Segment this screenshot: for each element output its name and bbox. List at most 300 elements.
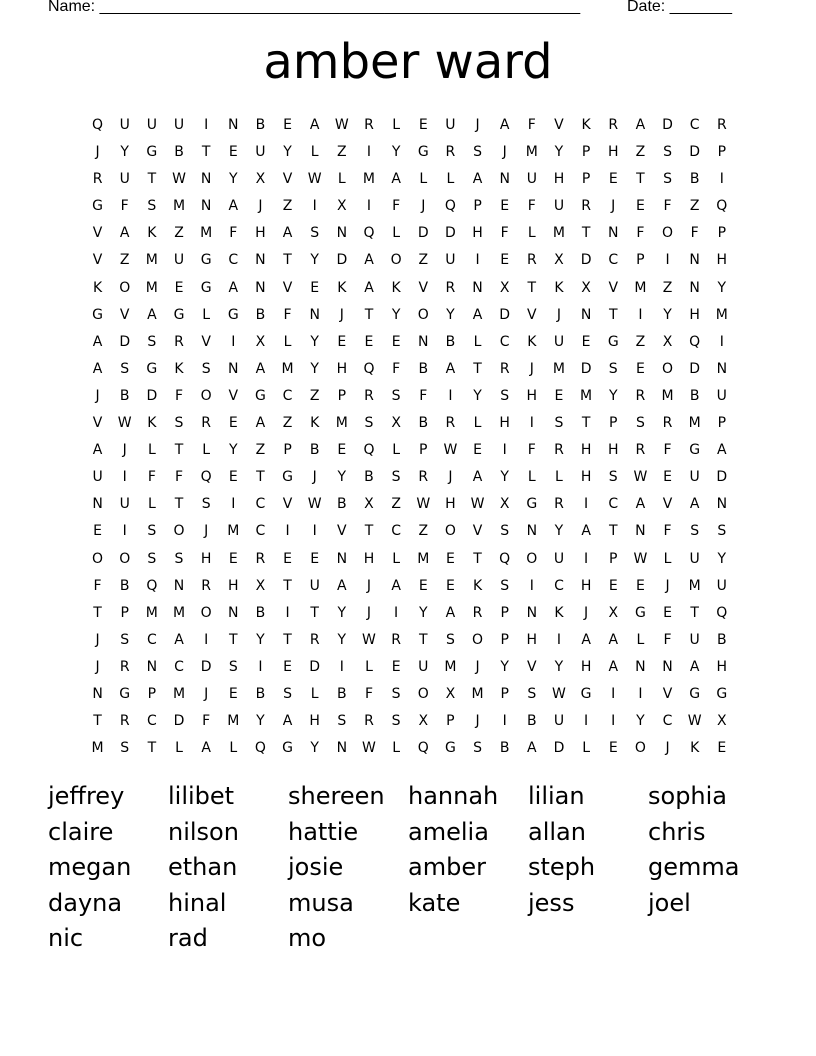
grid-row <box>84 383 736 410</box>
grid-letter: I <box>719 333 724 350</box>
grid-letter: Q <box>363 442 375 459</box>
grid-letter: P <box>500 685 509 702</box>
grid-letter: C <box>174 658 184 675</box>
grid-letter: Y <box>554 523 564 540</box>
grid-letter: M <box>552 225 565 242</box>
grid-letter: P <box>717 144 727 161</box>
grid-letter: E <box>445 550 455 567</box>
grid-letter: W <box>416 496 431 513</box>
grid-letter: P <box>283 442 292 459</box>
grid-letter: L <box>392 550 401 567</box>
grid-letter: Y <box>473 387 482 404</box>
grid-letter: I <box>448 387 453 404</box>
grid-letter: J <box>475 117 480 133</box>
grid-letter: Y <box>310 360 319 377</box>
grid-letter: N <box>336 225 348 242</box>
grid-letter: C <box>608 496 619 513</box>
grid-letter: M <box>145 279 158 296</box>
grid-letter: N <box>309 306 320 323</box>
grid-letter: I <box>122 469 127 486</box>
grid-letter: M <box>634 279 647 296</box>
word-list-item: jeffrey <box>48 782 125 810</box>
grid-letter: J <box>95 631 100 648</box>
grid-letter: O <box>119 550 131 567</box>
grid-letter: O <box>444 523 456 540</box>
grid-letter: R <box>635 442 646 459</box>
grid-letter: S <box>147 523 157 540</box>
grid-letter: Q <box>689 333 701 350</box>
grid-letter: F <box>174 387 184 404</box>
grid-letter: A <box>174 631 184 648</box>
grid-letter: N <box>146 658 158 675</box>
grid-letter: A <box>472 171 483 188</box>
grid-letter: Q <box>716 198 728 215</box>
grid-letter: T <box>581 225 591 242</box>
word-list-item: josie <box>288 853 344 881</box>
grid-letter: P <box>337 387 347 404</box>
grid-letter: R <box>201 415 211 432</box>
grid-letter: J <box>95 144 100 161</box>
grid-letter: E <box>635 577 645 594</box>
grid-letter: T <box>690 604 699 621</box>
grid-letter: I <box>584 496 589 513</box>
grid-letter: I <box>638 685 643 702</box>
grid-letter: S <box>120 740 130 757</box>
grid-letter: H <box>499 415 510 432</box>
grid-letter: E <box>608 577 618 594</box>
grid-letter: B <box>689 387 700 404</box>
grid-letter: G <box>716 685 728 702</box>
grid-letter: U <box>418 658 429 675</box>
grid-letter: A <box>472 469 483 486</box>
grid-letter: R <box>364 387 374 404</box>
grid-letter: A <box>608 658 619 675</box>
grid-letter: M <box>525 144 538 161</box>
grid-letter: M <box>281 360 294 377</box>
grid-letter: N <box>228 117 239 133</box>
grid-letter: J <box>584 604 589 621</box>
grid-letter: S <box>310 225 320 242</box>
grid-letter: R <box>472 604 483 621</box>
grid-letter: F <box>636 225 645 242</box>
grid-row <box>84 546 736 573</box>
grid-letter: V <box>228 387 239 404</box>
grid-letter: P <box>636 252 645 269</box>
grid-letter: E <box>473 442 482 459</box>
grid-letter: Q <box>200 469 212 486</box>
grid-letter: B <box>527 713 537 730</box>
grid-letter: S <box>337 713 347 730</box>
grid-letter: A <box>581 523 591 540</box>
grid-letter: A <box>391 577 401 594</box>
grid-letter: H <box>255 225 266 242</box>
grid-letter: U <box>553 713 565 730</box>
grid-letter: J <box>475 658 480 675</box>
grid-letter: A <box>635 496 646 513</box>
grid-letter: B <box>418 415 429 432</box>
word-list-item: ethan <box>168 853 238 881</box>
grid-letter: B <box>119 577 130 594</box>
word-list-item: nilson <box>168 817 239 846</box>
word-search-grid <box>84 112 736 762</box>
grid-letter: E <box>663 604 672 621</box>
grid-letter: I <box>665 252 670 269</box>
grid-letter: V <box>92 415 103 432</box>
grid-letter: P <box>147 685 157 702</box>
grid-letter: Y <box>337 604 347 621</box>
grid-letter: P <box>581 144 591 161</box>
grid-letter: R <box>309 631 320 648</box>
grid-letter: P <box>500 604 509 621</box>
grid-letter: I <box>502 442 507 459</box>
grid-letter: A <box>391 171 401 188</box>
grid-letter: N <box>689 279 700 296</box>
grid-letter: F <box>419 387 428 404</box>
grid-letter: L <box>636 631 645 648</box>
grid-letter: N <box>689 252 700 269</box>
grid-letter: P <box>581 171 591 188</box>
grid-letter: S <box>120 360 130 377</box>
grid-letter: S <box>690 523 700 540</box>
grid-letter: Y <box>256 713 265 730</box>
grid-letter: Z <box>418 523 429 540</box>
grid-letter: Y <box>283 144 292 161</box>
grid-row <box>84 708 736 735</box>
grid-letter: I <box>204 117 209 133</box>
grid-letter: Q <box>716 604 728 621</box>
grid-letter: P <box>609 550 618 567</box>
grid-letter: Y <box>337 631 347 648</box>
grid-letter: J <box>448 469 453 486</box>
grid-letter: A <box>581 631 591 648</box>
grid-letter: L <box>582 740 590 757</box>
grid-letter: B <box>364 469 374 486</box>
word-list-item: amber <box>408 853 486 881</box>
grid-letter: I <box>285 523 290 540</box>
grid-letter: Y <box>500 469 509 486</box>
grid-letter: V <box>527 306 537 323</box>
grid-letter: V <box>282 279 293 296</box>
grid-letter: A <box>255 415 266 432</box>
grid-letter: G <box>417 144 429 161</box>
grid-letter: Q <box>254 740 266 757</box>
grid-letter: D <box>173 713 185 730</box>
grid-letter: A <box>255 360 266 377</box>
grid-letter: N <box>200 198 212 215</box>
grid-letter: F <box>663 198 672 215</box>
grid-row <box>84 139 736 166</box>
grid-letter: M <box>580 387 593 404</box>
grid-letter: F <box>120 198 129 215</box>
grid-letter: M <box>172 685 186 702</box>
grid-letter: L <box>202 306 211 323</box>
grid-row <box>84 220 736 247</box>
grid-letter: C <box>689 117 700 133</box>
grid-letter: W <box>117 415 132 432</box>
grid-letter: I <box>366 144 372 161</box>
word-list-item: lilian <box>528 782 585 810</box>
grid-letter: I <box>529 577 534 594</box>
grid-letter: T <box>174 442 184 459</box>
grid-letter: M <box>172 604 186 621</box>
grid-letter: M <box>227 523 240 540</box>
grid-letter: N <box>255 252 266 269</box>
grid-letter: U <box>553 550 565 567</box>
grid-letter: D <box>336 252 348 269</box>
grid-letter: R <box>418 469 429 486</box>
grid-row <box>84 437 736 464</box>
grid-letter: X <box>337 198 347 215</box>
grid-letter: Y <box>608 387 618 404</box>
grid-letter: S <box>391 685 401 702</box>
grid-letter: X <box>418 713 429 730</box>
page-title: amber ward <box>263 34 553 90</box>
grid-letter: I <box>502 713 507 730</box>
grid-letter: A <box>228 279 239 296</box>
grid-letter: X <box>364 496 374 513</box>
grid-letter: B <box>418 360 429 377</box>
grid-letter: P <box>473 198 482 215</box>
grid-letter: H <box>580 469 592 486</box>
grid-letter: B <box>499 740 510 757</box>
grid-letter: S <box>663 144 672 161</box>
grid-letter: V <box>337 523 347 540</box>
grid-letter: L <box>527 225 536 242</box>
grid-letter: Y <box>717 550 727 567</box>
grid-letter: I <box>529 415 534 432</box>
grid-letter: D <box>689 360 701 377</box>
grid-letter: A <box>472 306 483 323</box>
grid-letter: Q <box>444 198 456 215</box>
grid-letter: Q <box>417 740 429 757</box>
grid-letter: U <box>173 252 185 269</box>
grid-letter: U <box>445 117 456 133</box>
grid-letter: H <box>526 387 538 404</box>
grid-letter: F <box>147 469 156 486</box>
grid-letter: M <box>172 198 186 215</box>
grid-letter: K <box>527 333 537 350</box>
grid-letter: T <box>364 306 374 323</box>
grid-letter: B <box>717 631 727 648</box>
grid-letter: E <box>174 279 184 296</box>
grid-letter: M <box>688 577 701 594</box>
grid-letter: J <box>204 523 209 540</box>
grid-letter: W <box>362 631 376 648</box>
word-list-item: kate <box>408 888 461 917</box>
grid-letter: F <box>527 117 536 133</box>
grid-letter: T <box>201 144 211 161</box>
grid-letter: R <box>119 713 130 730</box>
grid-letter: E <box>391 658 401 675</box>
grid-letter: N <box>418 333 429 350</box>
grid-letter: G <box>200 279 212 296</box>
grid-letter: Y <box>228 442 238 459</box>
grid-letter: I <box>394 604 399 621</box>
grid-letter: L <box>337 171 346 188</box>
grid-letter: Y <box>418 604 428 621</box>
grid-letter: U <box>119 496 130 513</box>
grid-letter: S <box>201 496 211 513</box>
grid-letter: C <box>662 713 673 730</box>
grid-row <box>84 681 736 708</box>
grid-letter: R <box>445 415 456 432</box>
word-list-item: hannah <box>408 782 499 810</box>
grid-letter: E <box>608 171 618 188</box>
grid-letter: I <box>312 523 317 540</box>
grid-letter: S <box>147 333 157 350</box>
grid-letter: L <box>392 740 401 757</box>
grid-letter: R <box>526 252 537 269</box>
grid-letter: D <box>445 225 456 242</box>
grid-row <box>84 627 736 654</box>
grid-letter: Y <box>228 171 238 188</box>
grid-letter: F <box>392 360 401 377</box>
grid-letter: J <box>502 144 507 161</box>
grid-letter: O <box>417 685 429 702</box>
grid-letter: U <box>445 252 456 269</box>
grid-letter: C <box>554 577 564 594</box>
grid-letter: H <box>580 658 592 675</box>
grid-letter: D <box>119 333 131 350</box>
grid-letter: E <box>364 333 374 350</box>
grid-letter: I <box>584 713 589 730</box>
grid-letter: E <box>500 198 510 215</box>
grid-letter: G <box>689 442 701 459</box>
grid-letter: I <box>339 658 344 675</box>
grid-letter: H <box>689 306 700 323</box>
grid-letter: F <box>663 442 672 459</box>
grid-letter: H <box>472 225 483 242</box>
grid-letter: D <box>580 252 592 269</box>
grid-letter: S <box>500 577 510 594</box>
grid-letter: L <box>473 415 482 432</box>
grid-letter: H <box>607 442 619 459</box>
grid-letter: J <box>665 740 670 757</box>
grid-letter: X <box>608 604 619 621</box>
grid-letter: N <box>716 496 728 513</box>
grid-letter: H <box>363 550 375 567</box>
grid-letter: T <box>93 604 102 621</box>
grid-letter: F <box>500 225 509 242</box>
grid-letter: L <box>392 117 401 133</box>
grid-letter: Z <box>337 144 347 161</box>
grid-letter: J <box>611 198 616 215</box>
grid-letter: S <box>608 469 618 486</box>
grid-letter: S <box>473 144 482 161</box>
grid-letter: I <box>611 713 616 730</box>
grid-letter: U <box>689 550 700 567</box>
grid-letter: S <box>391 387 401 404</box>
grid-letter: S <box>391 713 401 730</box>
word-list-item: claire <box>48 817 114 846</box>
grid-letter: R <box>364 713 374 730</box>
word-list-item: lilibet <box>168 782 235 810</box>
grid-row <box>84 735 736 762</box>
grid-letter: N <box>716 360 728 377</box>
word-list-item: jess <box>528 888 575 917</box>
grid-letter: G <box>173 306 185 323</box>
grid-letter: E <box>310 279 320 296</box>
grid-letter: F <box>364 685 373 702</box>
grid-letter: Y <box>446 306 455 323</box>
grid-letter: E <box>93 523 102 540</box>
grid-letter: J <box>339 306 344 323</box>
grid-letter: J <box>122 442 127 459</box>
word-list-item: joel <box>648 888 691 917</box>
grid-letter: K <box>554 279 564 296</box>
grid-letter: K <box>310 415 320 432</box>
grid-letter: R <box>581 198 591 215</box>
grid-letter: H <box>526 631 538 648</box>
grid-letter: M <box>661 387 674 404</box>
grid-letter: T <box>174 496 184 513</box>
grid-letter: C <box>255 523 266 540</box>
grid-letter: G <box>282 740 293 757</box>
grid-letter: M <box>688 415 701 432</box>
grid-letter: F <box>392 198 401 215</box>
grid-letter: U <box>309 577 320 594</box>
grid-letter: S <box>663 171 672 188</box>
grid-letter: L <box>392 225 401 242</box>
grid-letter: E <box>500 252 510 269</box>
grid-letter: J <box>529 360 534 377</box>
grid-letter: T <box>608 523 618 540</box>
grid-letter: G <box>282 469 293 486</box>
grid-letter: E <box>554 387 564 404</box>
grid-letter: I <box>584 550 589 567</box>
word-list-item: allan <box>528 817 586 846</box>
grid-letter: I <box>231 333 236 350</box>
grid-letter: Z <box>309 387 320 404</box>
grid-letter: U <box>689 469 700 486</box>
grid-letter: T <box>418 631 428 648</box>
grid-letter: L <box>555 469 563 486</box>
grid-letter: V <box>201 333 211 350</box>
grid-letter: T <box>581 415 591 432</box>
grid-letter: Y <box>717 279 727 296</box>
grid-letter: P <box>717 225 727 242</box>
grid-letter: E <box>337 442 347 459</box>
grid-letter: T <box>256 469 265 486</box>
grid-letter: B <box>255 685 266 702</box>
grid-letter: G <box>146 144 158 161</box>
grid-letter: B <box>174 144 184 161</box>
grid-letter: X <box>499 279 510 296</box>
grid-letter: H <box>580 442 592 459</box>
grid-letter: O <box>173 523 185 540</box>
grid-letter: X <box>391 415 401 432</box>
grid-letter: T <box>147 740 157 757</box>
grid-letter: X <box>255 333 266 350</box>
grid-letter: H <box>716 252 728 269</box>
grid-letter: W <box>362 740 376 757</box>
grid-letter: O <box>200 604 212 621</box>
grid-letter: T <box>93 713 102 730</box>
grid-letter: V <box>282 171 293 188</box>
grid-letter: D <box>146 387 158 404</box>
grid-letter: Y <box>310 252 319 269</box>
grid-letter: H <box>336 360 348 377</box>
grid-letter: A <box>228 198 239 215</box>
grid-letter: S <box>445 631 455 648</box>
grid-letter: R <box>119 658 130 675</box>
grid-letter: E <box>608 740 618 757</box>
grid-letter: U <box>689 631 700 648</box>
grid-letter: W <box>470 496 485 513</box>
grid-letter: G <box>526 496 538 513</box>
grid-letter: B <box>255 604 266 621</box>
grid-letter: H <box>580 577 592 594</box>
